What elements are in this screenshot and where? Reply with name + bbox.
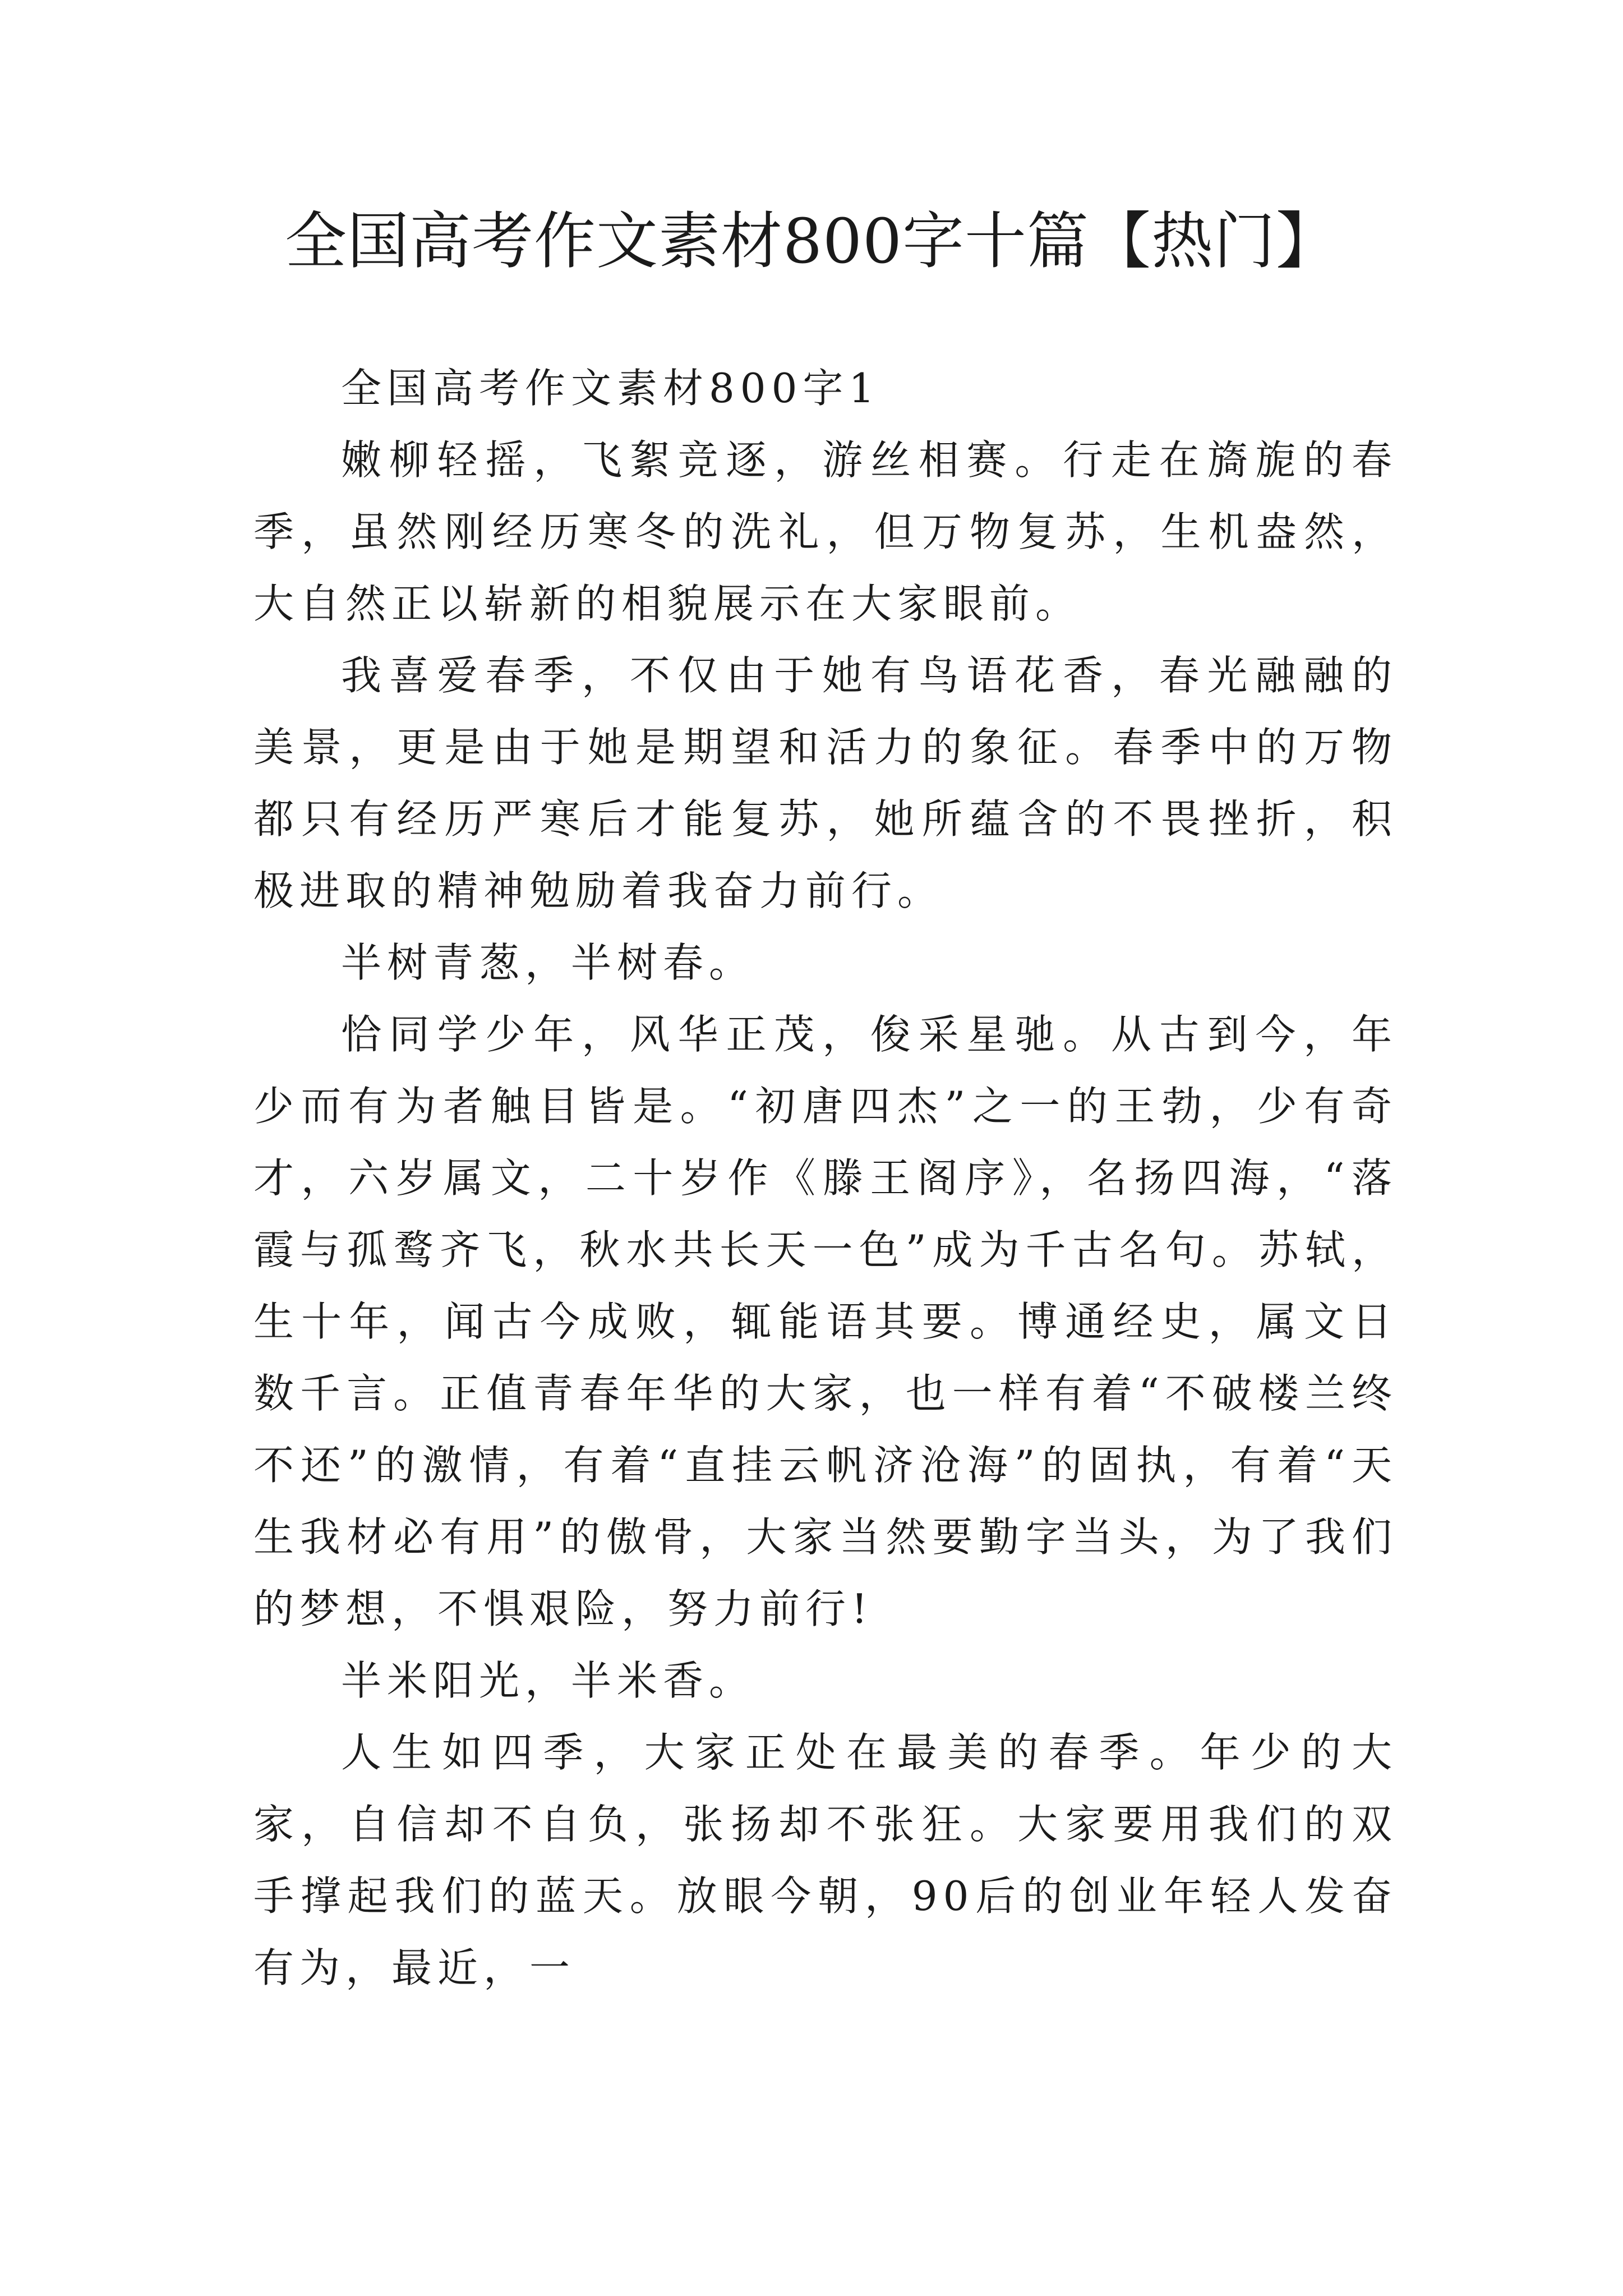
paragraph: 嫩柳轻摇，飞絮竞逐，游丝相赛。行走在旖旎的春季，虽然刚经历寒冬的洗礼，但万物复苏，生机盎然，大自然正以崭新的相貌展示在大家眼前。 (253, 436, 1398, 627)
paragraph: 我喜爱春季，不仅由于她有鸟语花香，春光融融的美景，更是由于她是期望和活力的象征。春季中的万物都只有经历严寒后才能复苏，她所蕴含的不畏挫折，积极进取的精神勉励着我奋力前行。 (253, 652, 1398, 914)
paragraph: 半米阳光，半米香。 (341, 1657, 755, 1704)
paragraph: 恰同学少年，风华正茂，俊采星驰。从古到今，年少而有为者触目皆是。“初唐四杰”之一的王勃，少有奇才，六岁属文，二十岁作《滕王阁序》，名扬四海，“落霞与孤鹜齐飞，秋水共长天一色”成为千古名句。苏轼，生十年，闻古今成败，辄能语其要。博通经史，属文日数千言。正值青春年华的大家，也一样有着“不破楼兰终不还”的激情，有着“直挂云帆济沧海”的固执，有着“天生我材必有用”的傲骨，大家当然要勤字当头，为了我们的梦想，不惧艰险，努力前行! (253, 1011, 1398, 1632)
document-body (253, 352, 1398, 2004)
paragraph: 人生如四季，大家正处在最美的春季。年少的大家，自信却不自负，张扬却不张狂。大家要用我们的双手撑起我们的蓝天。放眼今朝，90后的创业年轻人发奋有为，最近，一 (253, 1729, 1398, 1991)
paragraph: 半树青葱，半树春。 (341, 939, 755, 986)
document-title: 全国高考作文素材800字十篇【热门】 (285, 205, 1338, 277)
section-heading: 全国高考作文素材800字1 (341, 365, 880, 412)
